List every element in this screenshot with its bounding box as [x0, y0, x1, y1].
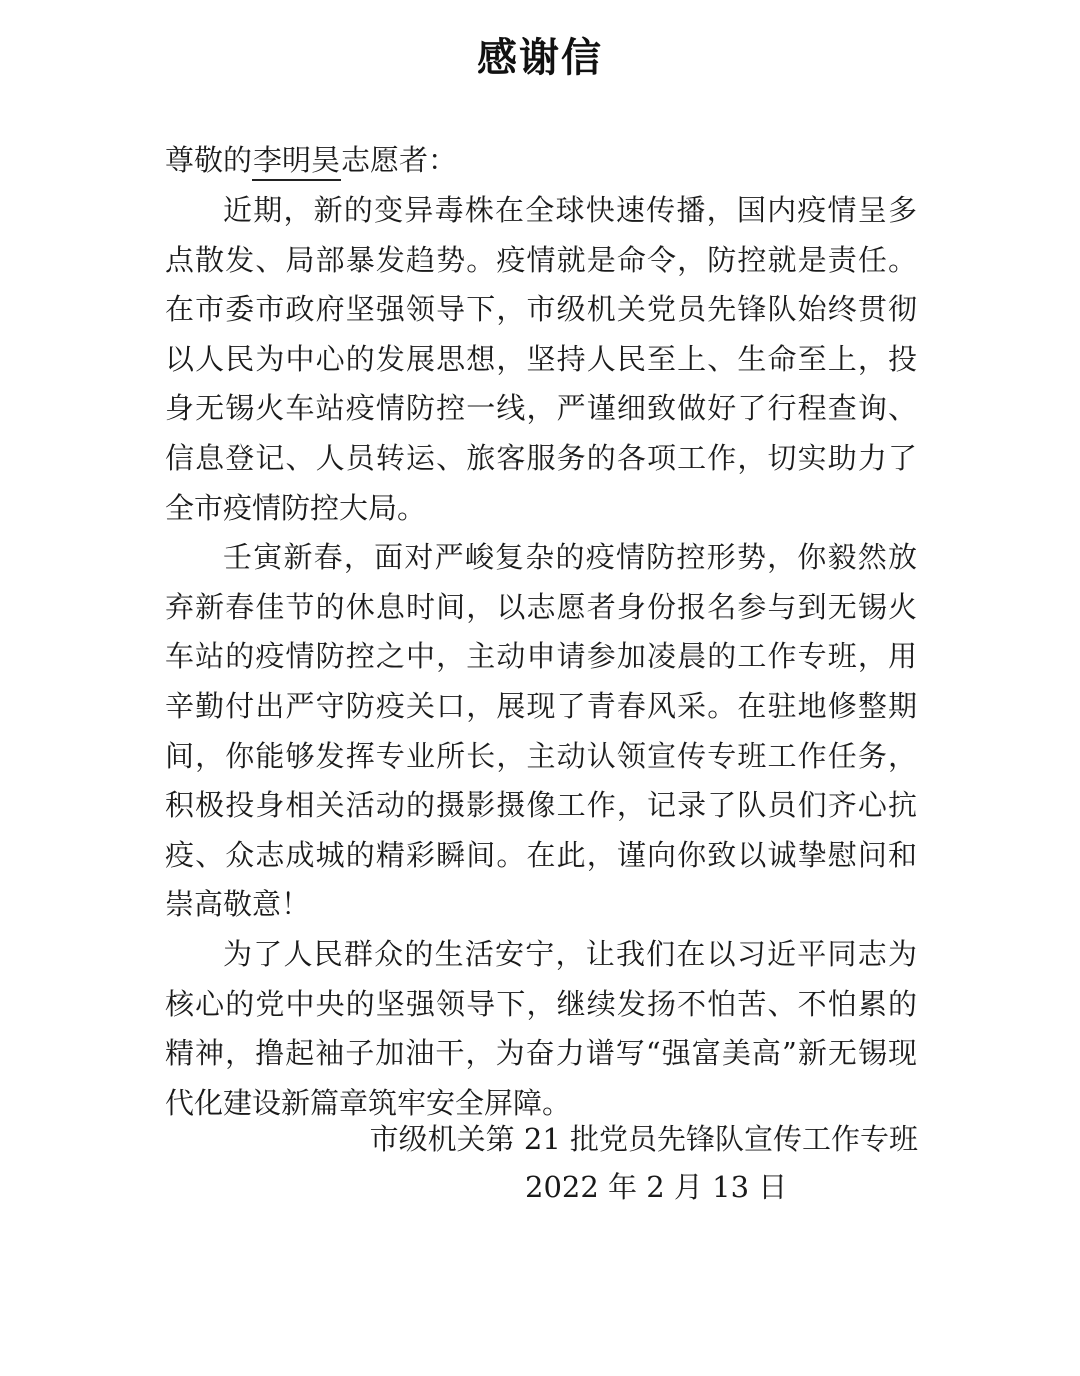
salutation-suffix: 志愿者：	[341, 143, 458, 177]
letter-body	[165, 186, 917, 1128]
body-paragraph-2: 壬寅新春，面对严峻复杂的疫情防控形势，你毅然放弃新春佳节的休息时间，以志愿者身份报名参与到无锡火车站的疫情防控之中，主动申请参加凌晨的工作专班，用辛勤付出严守防疫关口，展现了青春风采。在驻地修整期间，你能够发挥专业所长，主动认领宣传专班工作任务，积极投身相关活动的摄影摄像工作，记录了队员们齐心抗疫、众志成城的精彩瞬间。在此，谨向你致以诚挚慰问和崇高敬意！	[165, 540, 917, 922]
letter-date: 2022 年 2 月 13 日	[525, 1170, 788, 1204]
body-paragraph-1: 近期，新的变异毒株在全球快速传播，国内疫情呈多点散发、局部暴发趋势。疫情就是命令，防控就是责任。在市委市政府坚强领导下，市级机关党员先锋队始终贯彻以人民为中心的发展思想，坚持人民至上、生命至上，投身无锡火车站疫情防控一线，严谨细致做好了行程查询、信息登记、人员转运、旅客服务的各项工作，切实助力了全市疫情防控大局。	[165, 193, 917, 525]
salutation	[165, 138, 457, 182]
letter-title: 感谢信	[477, 35, 603, 81]
body-paragraph-3: 为了人民群众的生活安宁，让我们在以习近平同志为核心的党中央的坚强领导下，继续发扬不怕苦、不怕累的精神，撸起袖子加油干，为奋力谱写“强富美高”新无锡现代化建设新篇章筑牢安全屏障。	[165, 936, 917, 1120]
salutation-prefix: 尊敬的	[165, 143, 253, 177]
recipient-name: 李明昊	[252, 141, 341, 181]
signature: 市级机关第 21 批党员先锋队宣传工作专班	[369, 1122, 918, 1156]
